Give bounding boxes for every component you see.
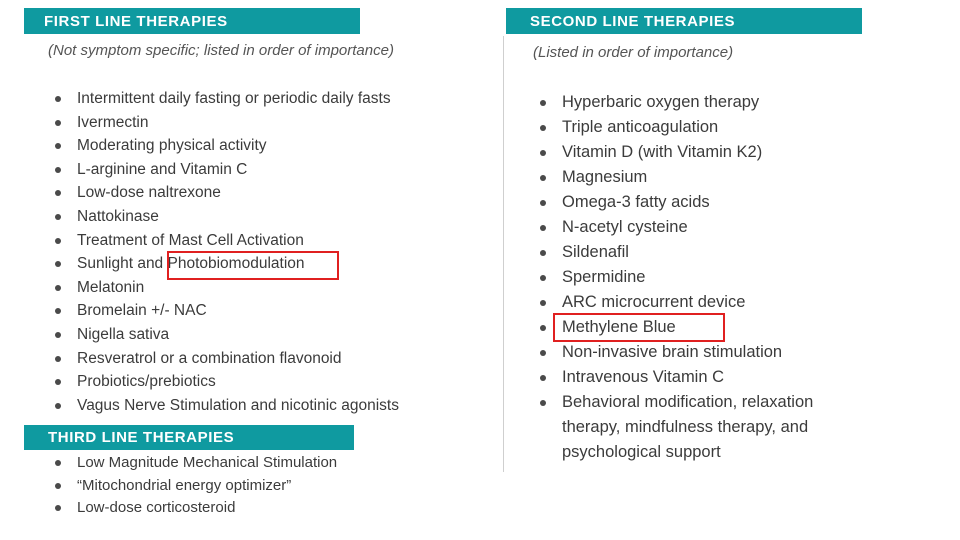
list-item: Low-dose corticosteroid (55, 497, 337, 520)
list-item: Sildenafil (540, 240, 870, 265)
column-divider (503, 36, 504, 472)
list-item: Probiotics/prebiotics (55, 370, 399, 394)
list-item: Vitamin D (with Vitamin K2) (540, 140, 870, 165)
list-item: Behavioral modification, relaxation therapy, mindfulness therapy, and psychological support (540, 390, 832, 465)
highlight-box-methylene-blue (553, 313, 725, 342)
list-item: N-acetyl cysteine (540, 215, 870, 240)
third-line-header (24, 425, 354, 450)
list-item: Sunlight and Photobiomodulation (55, 252, 399, 276)
first-line-header (24, 8, 360, 34)
first-line-note: (Not symptom specific; listed in order of importance) (48, 42, 394, 59)
list-item: Nigella sativa (55, 323, 399, 347)
list-item: “Mitochondrial energy optimizer” (55, 475, 337, 498)
list-item: Nattokinase (55, 205, 399, 229)
second-line-list (540, 90, 870, 465)
list-item: Intravenous Vitamin C (540, 365, 870, 390)
list-item: Hyperbaric oxygen therapy (540, 90, 870, 115)
list-item: L-arginine and Vitamin C (55, 158, 399, 182)
first-line-title: FIRST LINE THERAPIES (44, 12, 228, 30)
list-item: Omega-3 fatty acids (540, 190, 870, 215)
list-item: Melatonin (55, 276, 399, 300)
highlight-box-photobiomodulation (167, 251, 339, 280)
third-line-title: THIRD LINE THERAPIES (48, 429, 235, 446)
list-item: Triple anticoagulation (540, 115, 870, 140)
list-item: Spermidine (540, 265, 870, 290)
list-item: Ivermectin (55, 111, 399, 135)
list-item: Resveratrol or a combination flavonoid (55, 347, 399, 371)
list-item: Magnesium (540, 165, 870, 190)
second-line-header (506, 8, 862, 34)
list-item: Moderating physical activity (55, 134, 399, 158)
list-item: Low-dose naltrexone (55, 181, 399, 205)
list-item: Low Magnitude Mechanical Stimulation (55, 452, 337, 475)
second-line-title: SECOND LINE THERAPIES (530, 12, 736, 30)
second-line-note: (Listed in order of importance) (533, 44, 734, 61)
list-item: Treatment of Mast Cell Activation (55, 229, 399, 253)
list-item: Bromelain +/- NAC (55, 299, 399, 323)
list-item: Methylene Blue (540, 315, 870, 340)
list-item: ARC microcurrent device (540, 290, 870, 315)
third-line-list (55, 452, 337, 520)
list-item: Vagus Nerve Stimulation and nicotinic agonists (55, 394, 399, 418)
list-item: Non-invasive brain stimulation (540, 340, 870, 365)
list-item: Intermittent daily fasting or periodic daily fasts (55, 87, 399, 111)
